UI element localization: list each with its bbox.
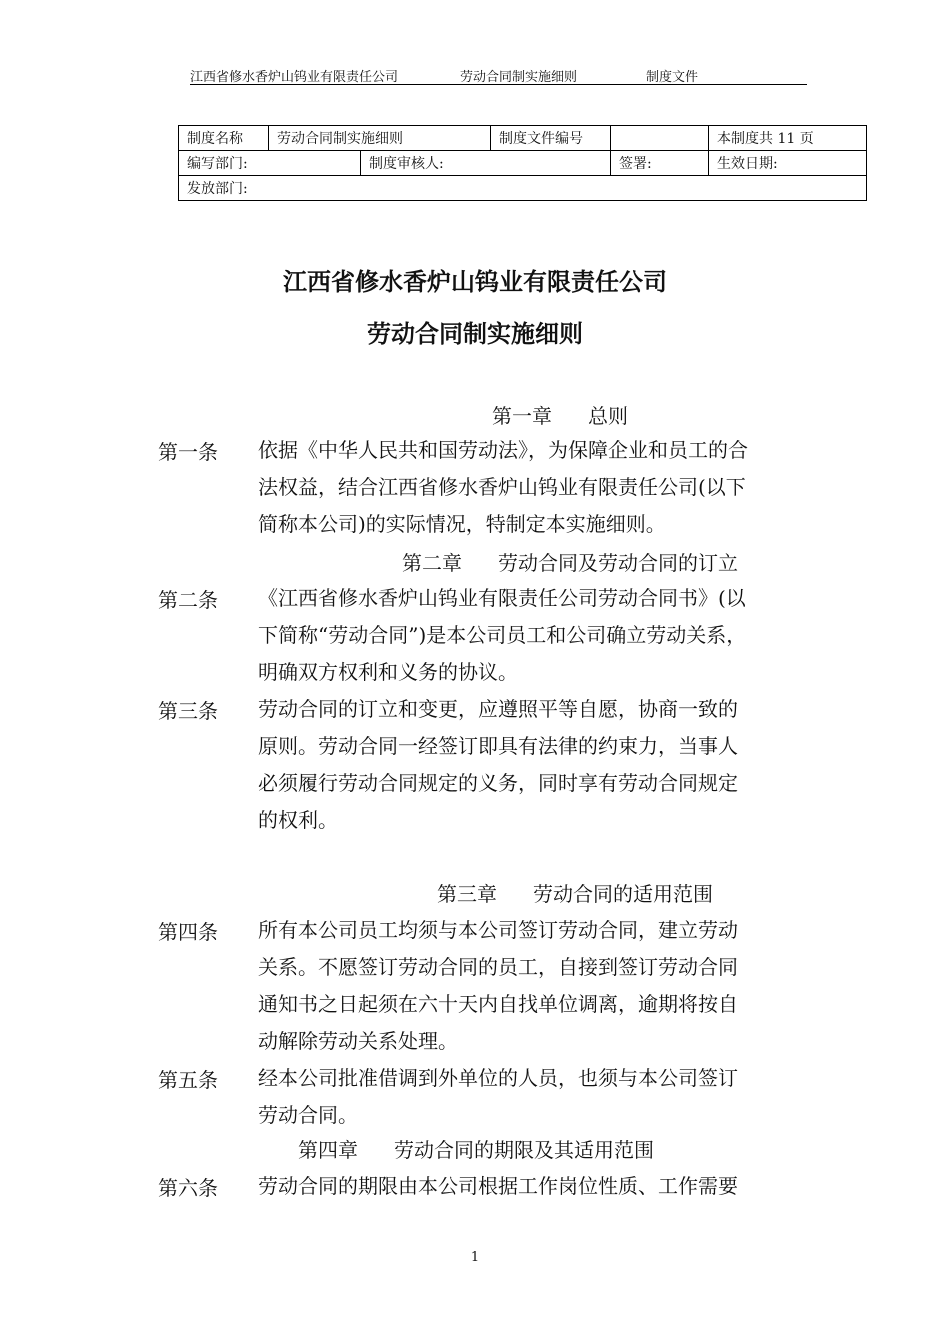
header-doc-type: 制度文件 (646, 70, 699, 85)
name-label: 制度名称 (179, 126, 269, 151)
chapter-title: 劳动合同的适用范围 (533, 882, 713, 906)
article-body (258, 432, 818, 543)
article-line: 原则。劳动合同一经签订即具有法律的约束力，当事人 (258, 734, 738, 758)
reviewer-label: 制度审核人: (361, 151, 611, 176)
page-number: 1 (470, 1250, 480, 1265)
chapter-number: 第二章 (402, 551, 462, 575)
article-body (258, 912, 818, 1060)
chapter-heading (492, 400, 628, 429)
article-label: 第三条 (158, 699, 218, 723)
header-doc-title: 劳动合同制实施细则 (460, 70, 578, 85)
article-line: 劳动合同的期限由本公司根据工作岗位性质、工作需要 (258, 1174, 738, 1198)
dept-label: 编写部门: (179, 151, 361, 176)
sign-label: 签署: (611, 151, 709, 176)
article-line: 动解除劳动关系处理。 (258, 1029, 458, 1053)
chapter-number: 第四章 (298, 1138, 358, 1162)
article-line: 必须履行劳动合同规定的义务，同时享有劳动合同规定 (258, 771, 738, 795)
article-line: 法权益，结合江西省修水香炉山钨业有限责任公司(以下 (258, 475, 746, 499)
article-body (258, 1060, 818, 1134)
chapter-heading (437, 878, 713, 907)
doc-title-line2: 劳动合同制实施细则 (367, 320, 583, 348)
header-company: 江西省修水香炉山钨业有限责任公司 (190, 70, 399, 85)
number-label: 制度文件编号 (491, 126, 611, 151)
issue-label: 发放部门: (179, 176, 867, 201)
article-body (258, 580, 818, 691)
article-line: 经本公司批准借调到外单位的人员，也须与本公司签订 (258, 1066, 738, 1090)
article-label: 第二条 (158, 588, 218, 612)
effective-label: 生效日期: (709, 151, 867, 176)
article-label: 第四条 (158, 920, 218, 944)
article-line: 依据《中华人民共和国劳动法》，为保障企业和员工的合 (258, 438, 748, 462)
chapter-title: 总则 (588, 404, 628, 428)
name-value: 劳动合同制实施细则 (269, 126, 491, 151)
article-line: 劳动合同。 (258, 1103, 358, 1127)
article-label: 第五条 (158, 1068, 218, 1092)
chapter-number: 第三章 (437, 882, 497, 906)
article-label: 第一条 (158, 440, 218, 464)
article-line: 简称本公司)的实际情况，特制定本实施细则。 (258, 512, 666, 536)
meta-table (178, 125, 867, 201)
meta-row-1 (179, 126, 867, 151)
article-line: 关系。不愿签订劳动合同的员工，自接到签订劳动合同 (258, 955, 738, 979)
chapter-title: 劳动合同的期限及其适用范围 (394, 1138, 654, 1162)
article-body (258, 691, 818, 839)
article-body (258, 1168, 818, 1205)
chapter-number: 第一章 (492, 404, 552, 428)
meta-row-3 (179, 176, 867, 201)
article-line: 劳动合同的订立和变更，应遵照平等自愿，协商一致的 (258, 697, 738, 721)
article-line: 《江西省修水香炉山钨业有限责任公司劳动合同书》(以 (258, 586, 746, 610)
article-line: 所有本公司员工均须与本公司签订劳动合同，建立劳动 (258, 918, 738, 942)
article-line: 下简称“劳动合同”)是本公司员工和公司确立劳动关系， (258, 623, 747, 647)
chapter-heading (402, 547, 738, 576)
page-header (190, 66, 807, 85)
article-line: 明确双方权利和义务的协议。 (258, 660, 518, 684)
doc-title-line1: 江西省修水香炉山钨业有限责任公司 (283, 268, 667, 296)
meta-row-2 (179, 151, 867, 176)
chapter-heading (298, 1134, 654, 1163)
chapter-title: 劳动合同及劳动合同的订立 (498, 551, 738, 575)
number-value (611, 126, 709, 151)
pages-count: 本制度共 11 页 (709, 126, 867, 151)
article-label: 第六条 (158, 1176, 218, 1200)
article-line: 的权利。 (258, 808, 338, 832)
article-line: 通知书之日起须在六十天内自找单位调离，逾期将按自 (258, 992, 738, 1016)
